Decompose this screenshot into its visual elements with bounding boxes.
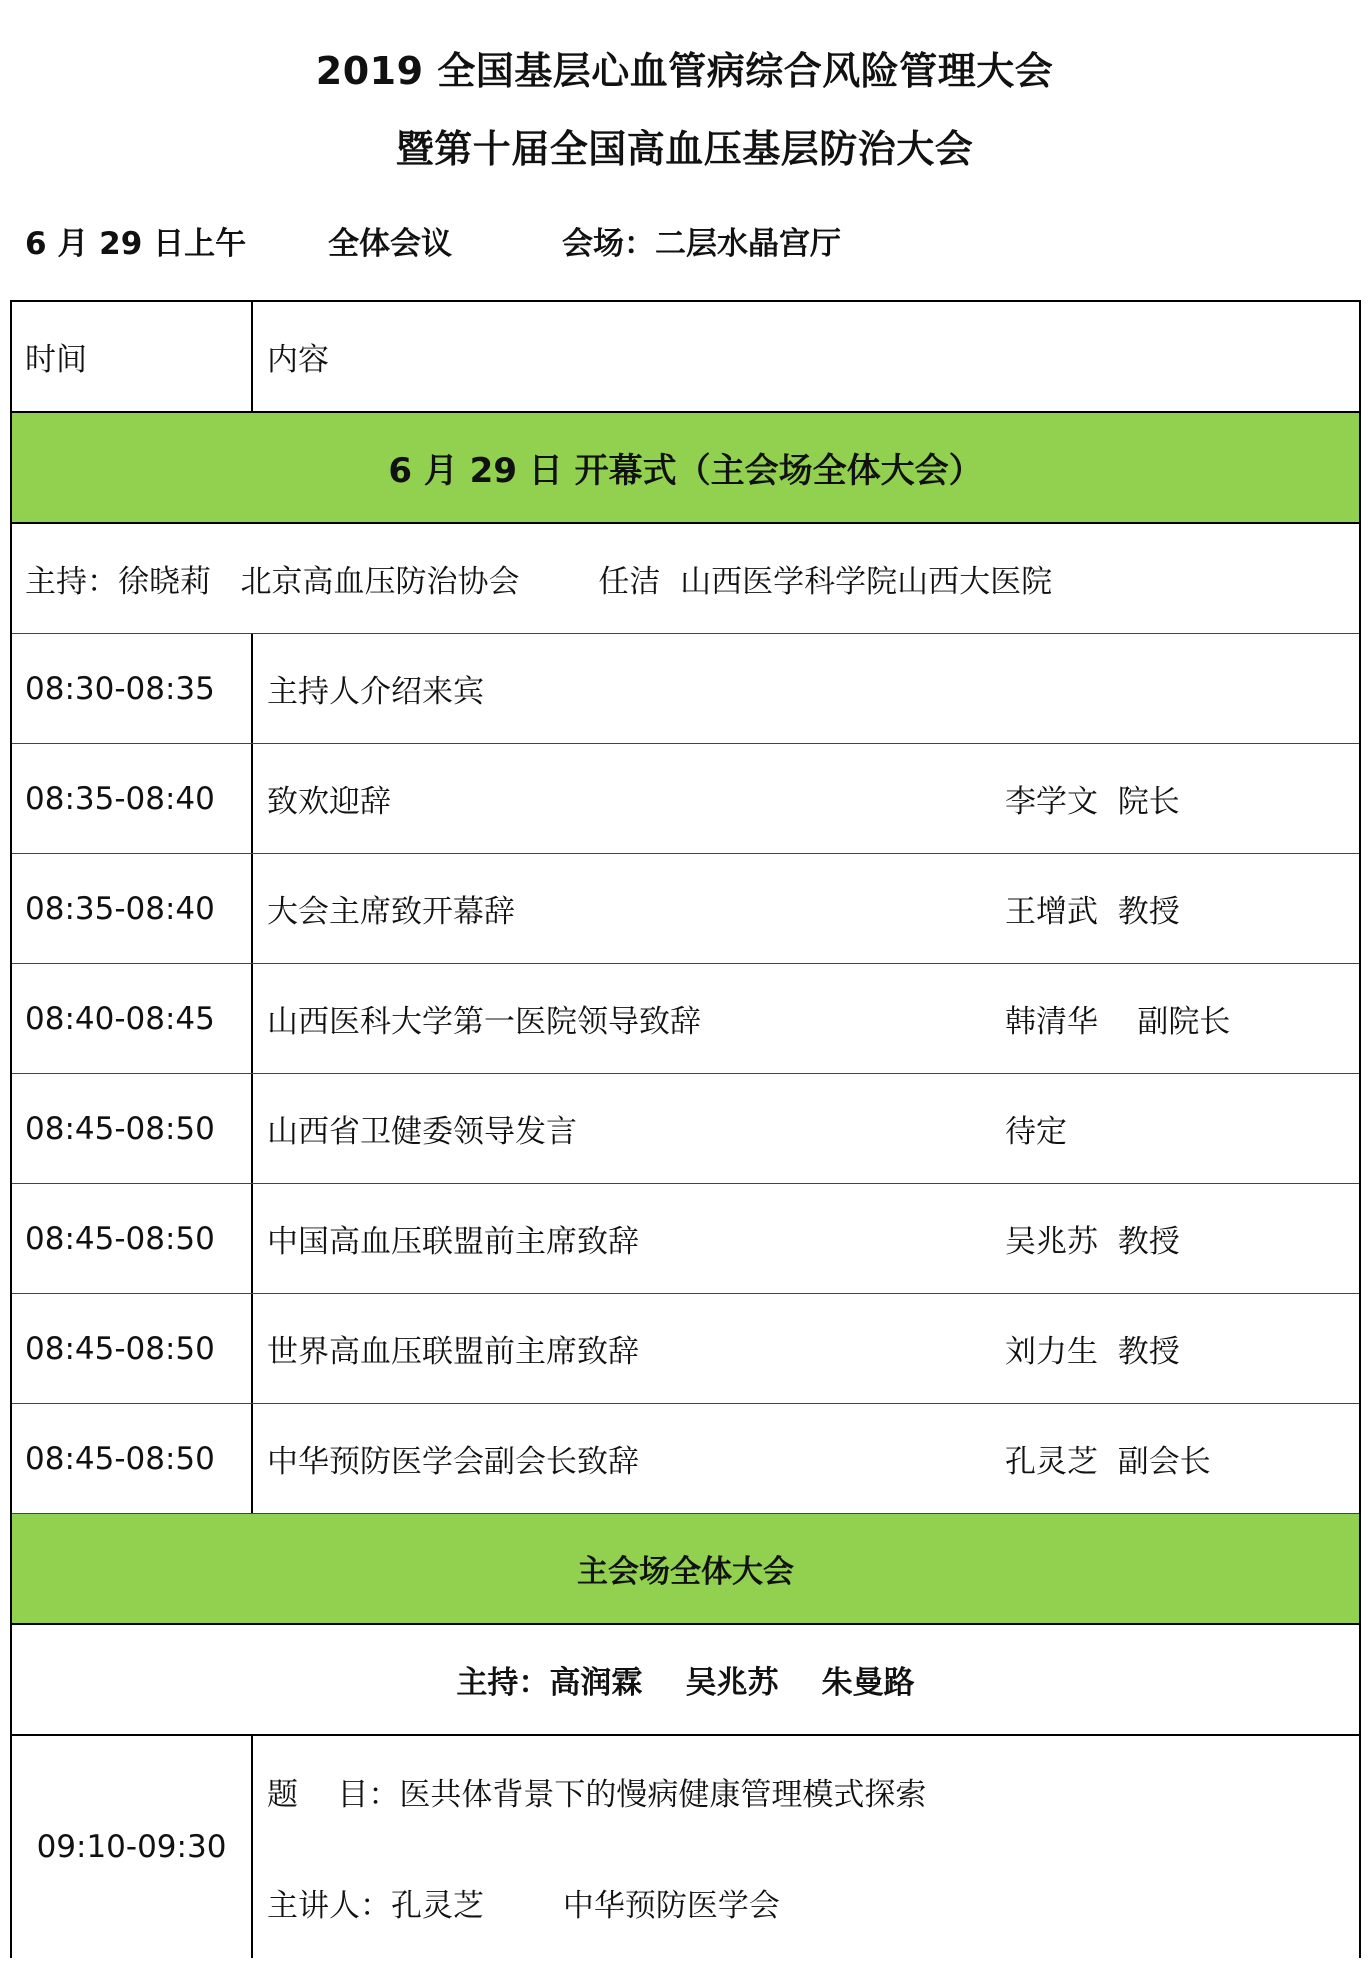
opening-chairs-row — [12, 524, 1359, 634]
agenda-item — [253, 1294, 1359, 1403]
agenda-item-text: 山西医科大学第一医院领导致辞 — [267, 1004, 701, 1040]
agenda-row — [12, 1294, 1359, 1404]
session-venue: 会场：二层水晶宫厅 — [562, 226, 841, 262]
plenary-heading-text: 主会场全体大会 — [577, 1554, 794, 1590]
agenda-item-text: 致欢迎辞 — [267, 784, 391, 820]
agenda-item — [253, 1184, 1359, 1293]
opening-rows — [12, 634, 1359, 1514]
agenda-row — [12, 744, 1359, 854]
agenda-item-text: 主持人介绍来宾 — [267, 674, 484, 710]
agenda-speaker: 孔灵芝 副会长 — [1005, 1444, 1211, 1480]
talk-row — [12, 1736, 1359, 1958]
agenda-item-text: 中华预防医学会副会长致辞 — [267, 1444, 639, 1480]
agenda-item-text: 大会主席致开幕辞 — [267, 894, 515, 930]
agenda-row — [12, 634, 1359, 744]
header-content: 内容 — [267, 342, 329, 378]
agenda-item — [253, 744, 1359, 853]
talk-topic: 题 目：医共体背景下的慢病健康管理模式探索 — [267, 1777, 927, 1813]
plenary-heading — [12, 1514, 1359, 1625]
agenda-row — [12, 964, 1359, 1074]
agenda-item-text: 山西省卫健委领导发言 — [267, 1114, 577, 1150]
agenda-time: 08:35-08:40 — [12, 854, 253, 963]
agenda-table — [10, 300, 1361, 1958]
talk-time: 09:10-09:30 — [12, 1736, 253, 1958]
agenda-speaker: 王增武 教授 — [1005, 894, 1180, 930]
agenda-row — [12, 854, 1359, 964]
session-date: 6 月 29 日上午 — [25, 226, 247, 262]
agenda-time: 08:45-08:50 — [12, 1184, 253, 1293]
table-header-row — [12, 302, 1359, 413]
header-time: 时间 — [12, 302, 253, 411]
agenda-item — [253, 1404, 1359, 1513]
agenda-item — [253, 634, 1359, 743]
opening-chairs-text: 主持：徐晓莉 北京高血压防治协会 任洁 山西医学科学院山西大医院 — [25, 564, 1053, 600]
opening-heading-text: 6 月 29 日 开幕式（主会场全体大会） — [388, 451, 983, 491]
talk-speaker: 主讲人：孔灵芝 中华预防医学会 — [267, 1888, 780, 1924]
agenda-item-text: 世界高血压联盟前主席致辞 — [267, 1334, 639, 1370]
agenda-row — [12, 1074, 1359, 1184]
document-title-line-2: 暨第十届全国高血压基层防治大会 — [395, 127, 974, 171]
document-title-line-1: 2019 全国基层心血管病综合风险管理大会 — [315, 49, 1054, 93]
agenda-time: 08:45-08:50 — [12, 1404, 253, 1513]
agenda-row — [12, 1404, 1359, 1514]
agenda-time: 08:30-08:35 — [12, 634, 253, 743]
agenda-item — [253, 854, 1359, 963]
agenda-speaker: 吴兆苏 教授 — [1005, 1224, 1180, 1260]
agenda-item — [253, 964, 1359, 1073]
agenda-speaker: 刘力生 教授 — [1005, 1334, 1180, 1370]
talk-details — [253, 1736, 1359, 1958]
agenda-time: 08:40-08:45 — [12, 964, 253, 1073]
agenda-speaker: 李学文 院长 — [1005, 784, 1180, 820]
plenary-chairs-row — [12, 1625, 1359, 1736]
plenary-chairs-text: 主持：高润霖 吴兆苏 朱曼路 — [456, 1665, 915, 1701]
agenda-speaker: 韩清华 副院长 — [1005, 1004, 1231, 1040]
agenda-speaker: 待定 — [1005, 1114, 1067, 1150]
session-type: 全体会议 — [328, 226, 452, 262]
agenda-time: 08:35-08:40 — [12, 744, 253, 853]
agenda-time: 08:45-08:50 — [12, 1074, 253, 1183]
opening-ceremony-heading — [12, 413, 1359, 524]
agenda-row — [12, 1184, 1359, 1294]
agenda-item-text: 中国高血压联盟前主席致辞 — [267, 1224, 639, 1260]
agenda-item — [253, 1074, 1359, 1183]
agenda-time: 08:45-08:50 — [12, 1294, 253, 1403]
